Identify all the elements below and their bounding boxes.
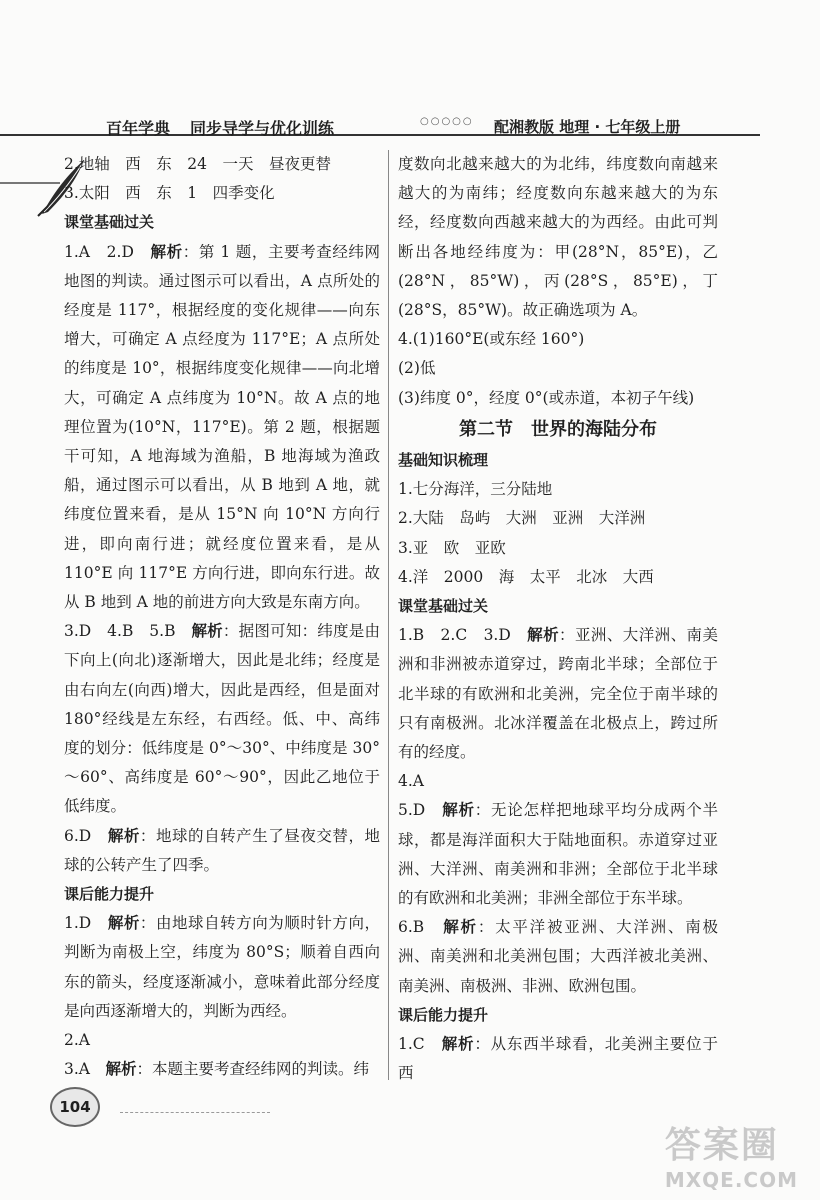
edition-label: 配湘教版 地理 · 七年级上册 (494, 118, 681, 136)
answer-number: 3.A (64, 1060, 106, 1079)
analysis-label: 解析 (191, 622, 223, 641)
analysis-label: 解析 (107, 914, 140, 933)
answer-number: 1.C (398, 1035, 442, 1054)
analysis-text: ：太平洋被亚洲、大洋洲、南极洲、南美洲和北美洲包围；大西洋被北美洲、南美洲、南极洲、非洲、欧洲包围。 (398, 918, 718, 995)
answer-number: 1.B 2.C 3.D (398, 626, 528, 645)
analysis-continued: 度数向北越来越大的为北纬，纬度数向南越来越大的为南纬；经度数向东越来越大的为东经，经度数向西越来越大的为西经。由此可判断出各地经纬度为：甲(28°N，85°E)，乙(28°N，85°W)，丙(28°S，85°E)，丁(28°S，85°W)。故正确选项为 A。 (398, 155, 718, 320)
analysis-label: 解析 (441, 1035, 475, 1054)
watermark-logo (665, 1117, 798, 1192)
answer-line: 1.七分海洋，三分陆地 (398, 480, 553, 499)
answer-line: 4.(1)160°E(或东经 160°) (398, 330, 585, 349)
answer-line: (2)低 (398, 359, 436, 378)
analysis-text: ：第 1 题，主要考查经纬网地图的判读。通过图示可以看出，A 点所处的经度是 117°，根据经度的变化规律——向东增大，可确定 A 点经度为 117°E；A 点所处的纬度是 10°，根据纬度变化规律——向北增大，可确定 A 点纬度为 10°N。故 A 点的地理位置为(10°N，117°E)。第 2 题，根据题干可知，A 地海域为渔船，B 地海域为渔政船，通过图示可以看出，从 B 地到 A 地，就纬度位置来看，是从 15°N 向 10°N 方向行进，即向南行进；就经度位置来看，是从 110°E 向 117°E 方向行进，即向东行进。故从 B 地到 A 地的前进方向大致是东南方向。 (64, 242, 380, 612)
answer-block (64, 822, 380, 880)
answer-line: 3.太阳 西 东 1 四季变化 (64, 184, 275, 203)
answer-block (398, 796, 718, 913)
answer-line: 4.洋 2000 海 太平 北冰 大西 (398, 567, 654, 586)
subheading-classroom: 课堂基础过关 (398, 597, 489, 616)
answer-number: 6.D (64, 826, 108, 845)
analysis-label: 解析 (105, 1060, 137, 1079)
answer-block (64, 1055, 380, 1084)
answer-block (398, 913, 718, 1001)
answer-block (64, 617, 380, 821)
answer-line: 2.A (64, 1031, 90, 1050)
page-number: 104 (50, 1087, 100, 1127)
left-column (64, 150, 380, 1085)
subheading-classroom: 课堂基础过关 (64, 213, 155, 232)
analysis-label: 解析 (107, 826, 140, 845)
watermark-url: MXQE.COM (664, 1168, 798, 1192)
answer-block (398, 621, 718, 767)
answer-number: 1.D (64, 914, 108, 933)
answer-line: 3.亚 欧 亚欧 (398, 538, 506, 557)
analysis-label: 解析 (443, 918, 478, 937)
answer-line: (3)纬度 0°，经度 0°(或赤道，本初子午线) (398, 388, 695, 407)
section-title: 第二节 世界的海陆分布 (459, 418, 657, 440)
analysis-text: ：亚洲、大洋洲、南美洲和非洲被赤道穿过，跨南北半球；全部位于北半球的有欧洲和北美洲，完全位于南半球的只有南极洲。北冰洋覆盖在北极点上，跨过所有的经度。 (398, 626, 718, 762)
subheading-basics: 基础知识梳理 (398, 451, 489, 470)
footer-rule (120, 1112, 270, 1113)
answer-number: 3.D 4.B 5.B (64, 622, 192, 641)
header-rule-top (0, 182, 60, 184)
analysis-text: ：地球的自转产生了昼夜交替，地球的公转产生了四季。 (64, 826, 380, 874)
subheading-after-class: 课后能力提升 (398, 1005, 489, 1024)
column-divider (388, 150, 389, 1080)
analysis-label: 解析 (442, 801, 475, 820)
header-dots: ○○○○○ (420, 116, 474, 127)
answer-line: 2.地轴 西 东 24 一天 昼夜更替 (64, 155, 332, 173)
analysis-label: 解析 (150, 242, 183, 261)
analysis-label: 解析 (527, 626, 560, 645)
right-column (398, 150, 718, 1089)
answer-line: 4.A (398, 772, 424, 791)
watermark-text: 答案圈 (664, 1125, 779, 1166)
answer-block (398, 1030, 718, 1088)
brand-title: 百年学典 (106, 119, 171, 138)
analysis-text: ：无论怎样把地球平均分成两个半球，都是海洋面积大于陆地面积。赤道穿过亚洲、大洋洲、南美洲和非洲；全部位于北半球的有欧洲和北美洲；非洲全部位于东半球。 (398, 801, 718, 908)
answer-line: 2.大陆 岛屿 大洲 亚洲 大洋洲 (398, 509, 646, 528)
page-header (0, 78, 820, 150)
answer-number: 6.B (398, 918, 444, 937)
answer-block (64, 909, 380, 1026)
analysis-text: ：从东西半球看，北美洲主要位于西 (398, 1035, 718, 1083)
answer-block (64, 238, 380, 618)
subheading-after-class: 课后能力提升 (64, 885, 155, 904)
analysis-text: ：据图可知：纬度是由下向上(向北)逐渐增大，因此是北纬；经度是由右向左(向西)增大，因此是西经，但是面对 180°经线是左东经，右西经。低、中、高纬度的划分：低纬度是 0°～30°、中纬度是 30°～60°、高纬度是 60°～90°，因此乙地位于低纬度。 (64, 622, 380, 816)
analysis-text: ：本题主要考查经纬网的判读。纬 (136, 1060, 370, 1079)
series-subtitle: 同步导学与优化训练 (190, 119, 335, 138)
answer-number: 1.A 2.D (64, 242, 151, 261)
analysis-text: ：由地球自转方向为顺时针方向，判断为南极上空，纬度为 80°S；顺着自西向东的箭头，经度逐渐减小，意味着此部分经度是向西逐渐增大的，判断为西经。 (64, 914, 380, 1020)
answer-number: 5.D (398, 801, 443, 820)
